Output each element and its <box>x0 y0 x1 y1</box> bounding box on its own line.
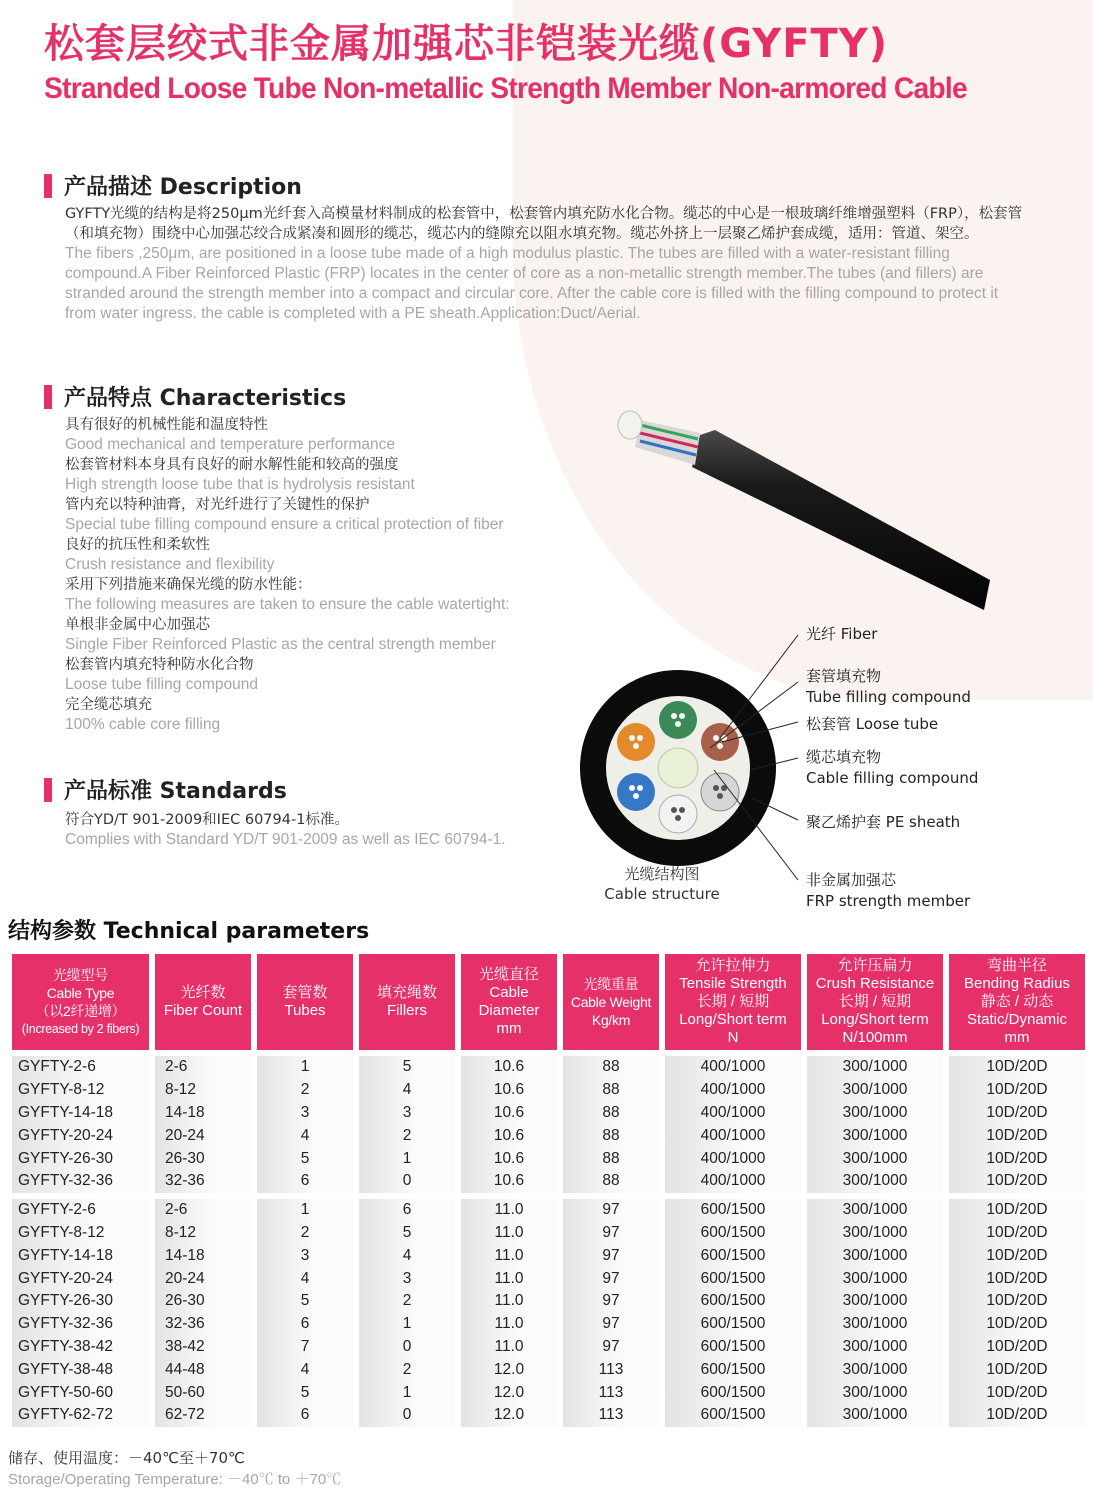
table-cell: 10D/20D <box>949 1170 1085 1193</box>
table-cell: 10D/20D <box>949 1124 1085 1147</box>
characteristics-heading <box>44 381 346 412</box>
table-cell: 300/1000 <box>807 1381 943 1404</box>
table-cell: 1 <box>359 1381 455 1404</box>
standards-cn: 符合YD/T 901-2009和IEC 60794-1标准。 <box>65 812 349 828</box>
table-cell: 0 <box>359 1404 455 1427</box>
page-title-cn: 松套层绞式非金属加强芯非铠装光缆(GYFTY) <box>44 21 889 67</box>
table-row <box>12 1358 1085 1381</box>
table-cell: 600/1500 <box>665 1358 801 1381</box>
table-cell: GYFTY-2-6 <box>12 1199 149 1222</box>
table-cell: 44-48 <box>155 1358 251 1381</box>
diagram-caption-en: Cable structure <box>604 885 720 903</box>
table-cell: 10D/20D <box>949 1290 1085 1313</box>
characteristic-en: Loose tube filling compound <box>65 676 259 693</box>
table-cell: 10D/20D <box>949 1313 1085 1336</box>
header-diameter: 光缆直径 Cable Diameter mm <box>461 954 557 1050</box>
table-cell: 10D/20D <box>949 1147 1085 1170</box>
characteristic-en: Crush resistance and flexibility <box>65 556 275 573</box>
table-cell: 12.0 <box>461 1404 557 1427</box>
table-cell: 97 <box>563 1313 659 1336</box>
table-cell: 2-6 <box>155 1056 251 1079</box>
standards-heading <box>44 774 287 805</box>
table-cell: 32-36 <box>155 1313 251 1336</box>
characteristic-cn: 具有很好的机械性能和温度特性 <box>65 417 268 433</box>
table-cell: 300/1000 <box>807 1290 943 1313</box>
label-cable-filling <box>806 747 978 789</box>
table-cell: 6 <box>257 1313 353 1336</box>
header-bending: 弯曲半径 Bending Radius 静态 / 动态 Static/Dynamic mm <box>949 954 1085 1050</box>
storage-temperature <box>8 1448 341 1490</box>
label-frp-en: FRP strength member <box>806 892 971 910</box>
characteristic-cn: 采用下列措施来确保光缆的防水性能： <box>65 577 312 593</box>
table-cell: 20-24 <box>155 1124 251 1147</box>
table-cell: 26-30 <box>155 1290 251 1313</box>
table-cell: GYFTY-14-18 <box>12 1244 149 1267</box>
label-cable-filling-en: Cable filling compound <box>806 769 979 787</box>
table-cell: 10D/20D <box>949 1244 1085 1267</box>
table-cell: GYFTY-20-24 <box>12 1124 149 1147</box>
table-row <box>12 1404 1085 1427</box>
diagram-caption <box>600 864 724 904</box>
characteristic-cn: 单根非金属中心加强芯 <box>65 617 210 633</box>
table-cell: 11.0 <box>461 1222 557 1245</box>
standards-en: Complies with Standard YD/T 901-2009 as well as IEC 60794-1. <box>65 831 506 848</box>
table-cell: GYFTY-38-48 <box>12 1358 149 1381</box>
table-cell: 113 <box>563 1358 659 1381</box>
table-cell: 88 <box>563 1170 659 1193</box>
table-cell: 10.6 <box>461 1124 557 1147</box>
table-cell: 300/1000 <box>807 1336 943 1359</box>
table-cell: GYFTY-20-24 <box>12 1267 149 1290</box>
table-cell: 11.0 <box>461 1313 557 1336</box>
table-cell: 1 <box>257 1056 353 1079</box>
table-row <box>12 1244 1085 1267</box>
table-row <box>12 1170 1085 1193</box>
table-cell: 600/1500 <box>665 1313 801 1336</box>
label-loose-tube: 松套管 Loose tube <box>806 715 939 733</box>
table-cell: 600/1500 <box>665 1336 801 1359</box>
header-tubes: 套管数 Tubes <box>257 954 353 1050</box>
table-cell: 14-18 <box>155 1102 251 1125</box>
table-cell: 300/1000 <box>807 1313 943 1336</box>
table-cell: 300/1000 <box>807 1170 943 1193</box>
callout-lines <box>680 630 810 890</box>
table-cell: 5 <box>257 1290 353 1313</box>
table-cell: 50-60 <box>155 1381 251 1404</box>
table-cell: 8-12 <box>155 1222 251 1245</box>
table-cell: 300/1000 <box>807 1358 943 1381</box>
table-cell: 88 <box>563 1147 659 1170</box>
table-cell: 300/1000 <box>807 1056 943 1079</box>
table-cell: 2 <box>257 1222 353 1245</box>
table-cell: 97 <box>563 1336 659 1359</box>
table-cell: 300/1000 <box>807 1244 943 1267</box>
table-cell: 10.6 <box>461 1102 557 1125</box>
table-cell: 3 <box>257 1244 353 1267</box>
table-cell: 10.6 <box>461 1056 557 1079</box>
table-cell: 5 <box>257 1381 353 1404</box>
table-cell: 10D/20D <box>949 1404 1085 1427</box>
table-cell: 11.0 <box>461 1290 557 1313</box>
label-frp-cn: 非金属加强芯 <box>806 871 897 889</box>
table-cell: 10.6 <box>461 1147 557 1170</box>
table-cell: 11.0 <box>461 1336 557 1359</box>
table-header-row <box>12 954 1085 1050</box>
table-cell: 0 <box>359 1170 455 1193</box>
table-cell: 300/1000 <box>807 1199 943 1222</box>
characteristics-heading-text: 产品特点 Characteristics <box>64 386 347 411</box>
table-cell: 10D/20D <box>949 1079 1085 1102</box>
table-cell: 10D/20D <box>949 1381 1085 1404</box>
table-cell: 300/1000 <box>807 1147 943 1170</box>
table-cell: 38-42 <box>155 1336 251 1359</box>
cable-jacket <box>692 430 990 610</box>
cable-photo <box>600 395 1000 620</box>
table-cell: 12.0 <box>461 1358 557 1381</box>
table-row <box>12 1199 1085 1222</box>
table-cell: 300/1000 <box>807 1079 943 1102</box>
characteristic-en: The following measures are taken to ensure the cable watertight: <box>65 596 510 613</box>
table-cell: 400/1000 <box>665 1170 801 1193</box>
table-cell: 4 <box>257 1358 353 1381</box>
fiber-ends <box>618 411 642 439</box>
table-cell: 2 <box>359 1358 455 1381</box>
label-tube-filling <box>806 666 971 708</box>
table-cell: 600/1500 <box>665 1290 801 1313</box>
table-cell: 300/1000 <box>807 1267 943 1290</box>
table-cell: 32-36 <box>155 1170 251 1193</box>
standards-body <box>65 810 506 850</box>
table-cell: 2 <box>257 1079 353 1102</box>
table-cell: 300/1000 <box>807 1102 943 1125</box>
table-cell: 6 <box>257 1170 353 1193</box>
table-cell: 97 <box>563 1244 659 1267</box>
table-cell: 400/1000 <box>665 1147 801 1170</box>
table-cell: 113 <box>563 1381 659 1404</box>
table-cell: 4 <box>257 1124 353 1147</box>
header-fiber-count: 光纤数 Fiber Count <box>155 954 251 1050</box>
storage-temp-cn: 储存、使用温度：－40℃至＋70℃ <box>8 1449 245 1467</box>
table-cell: 5 <box>257 1147 353 1170</box>
description-en: The fibers ,250μm, are positioned in a loose tube made of a high modulus plastic. The tubes are filled with a water-resistant filling compound.A Fiber Reinforced Plastic (FRP) locates in the center of core as a non-metallic strength member.The tubes (and fillers) are stranded around the strength member into a compact and circular core. After the cable core is filled with the filling compound to protect it from water ingress. the cable is completed with a PE sheath.Application:Duct/Aerial. <box>65 245 999 322</box>
table-cell: 20-24 <box>155 1267 251 1290</box>
table-cell: 1 <box>257 1199 353 1222</box>
characteristic-cn: 完全缆芯填充 <box>65 697 152 713</box>
table-row <box>12 1222 1085 1245</box>
table-cell: 97 <box>563 1199 659 1222</box>
table-cell: 5 <box>359 1056 455 1079</box>
table-cell: 97 <box>563 1222 659 1245</box>
characteristic-cn: 松套管内填充特种防水化合物 <box>65 657 254 673</box>
table-cell: 1 <box>359 1313 455 1336</box>
characteristic-en: Good mechanical and temperature performance <box>65 436 395 453</box>
table-cell: 7 <box>257 1336 353 1359</box>
characteristic-en: 100% cable core filling <box>65 716 221 733</box>
characteristic-en: High strength loose tube that is hydrolysis resistant <box>65 476 415 493</box>
table-row <box>12 1336 1085 1359</box>
table-cell: 3 <box>359 1267 455 1290</box>
heading-bar <box>44 778 52 802</box>
description-cn: GYFTY光缆的结构是将250μm光纤套入高模量材料制成的松套管中，松套管内填充防水化合物。缆芯的中心是一根玻璃纤维增强塑料（FRP），松套管（和填充物）围绕中心加强芯绞合成紧凑和圆形的缆芯，缆芯内的缝隙充以阻水填充物。缆芯外挤上一层聚乙烯护套成缆，适用：管道、架空。 <box>65 206 1023 242</box>
characteristic-en: Single Fiber Reinforced Plastic as the central strength member <box>65 636 496 653</box>
diagram-caption-cn: 光缆结构图 <box>624 865 700 883</box>
table-cell: 6 <box>359 1199 455 1222</box>
page-title-en: Stranded Loose Tube Non-metallic Strength Member Non-armored Cable <box>44 72 967 105</box>
table-cell: 10D/20D <box>949 1199 1085 1222</box>
table-cell: 62-72 <box>155 1404 251 1427</box>
table-cell: 400/1000 <box>665 1102 801 1125</box>
table-cell: 11.0 <box>461 1267 557 1290</box>
label-pe-sheath: 聚乙烯护套 PE sheath <box>806 813 961 831</box>
table-cell: GYFTY-26-30 <box>12 1147 149 1170</box>
table-cell: 4 <box>257 1267 353 1290</box>
table-cell: 600/1500 <box>665 1222 801 1245</box>
table-cell: 400/1000 <box>665 1124 801 1147</box>
table-cell: 26-30 <box>155 1147 251 1170</box>
table-cell: 14-18 <box>155 1244 251 1267</box>
tech-params-title: 结构参数 Technical parameters <box>8 919 370 944</box>
characteristic-cn: 松套管材料本身具有良好的耐水解性能和较高的强度 <box>65 457 399 473</box>
header-weight: 光缆重量 Cable Weight Kg/km <box>563 954 659 1050</box>
table-cell: 10.6 <box>461 1079 557 1102</box>
table-cell: 6 <box>257 1404 353 1427</box>
table-cell: 10D/20D <box>949 1358 1085 1381</box>
characteristics-list <box>65 415 565 735</box>
label-fiber: 光纤 Fiber <box>806 625 878 643</box>
table-cell: 5 <box>359 1222 455 1245</box>
table-row <box>12 1313 1085 1336</box>
description-body <box>65 204 1025 324</box>
header-crush: 允许压扁力 Crush Resistance 长期 / 短期 Long/Short term N/100mm <box>807 954 943 1050</box>
table-cell: 300/1000 <box>807 1404 943 1427</box>
table-cell: 2 <box>359 1124 455 1147</box>
table-cell: GYFTY-50-60 <box>12 1381 149 1404</box>
table-cell: 10D/20D <box>949 1056 1085 1079</box>
table-cell: 11.0 <box>461 1244 557 1267</box>
table-cell: 600/1500 <box>665 1199 801 1222</box>
table-cell: 4 <box>359 1244 455 1267</box>
table-cell: 88 <box>563 1124 659 1147</box>
table-cell: 10D/20D <box>949 1267 1085 1290</box>
table-cell: 2 <box>359 1290 455 1313</box>
table-cell: 10.6 <box>461 1170 557 1193</box>
characteristic-cn: 管内充以特种油膏，对光纤进行了关键性的保护 <box>65 497 370 513</box>
loose-tube-blue <box>617 773 655 811</box>
table-row <box>12 1290 1085 1313</box>
table-cell: GYFTY-14-18 <box>12 1102 149 1125</box>
table-cell: GYFTY-38-42 <box>12 1336 149 1359</box>
header-tensile: 允许拉伸力 Tensile Strength 长期 / 短期 Long/Short term N <box>665 954 801 1050</box>
table-cell: 10D/20D <box>949 1336 1085 1359</box>
table-cell: 88 <box>563 1056 659 1079</box>
table-cell: 600/1500 <box>665 1404 801 1427</box>
storage-temp-en: Storage/Operating Temperature: －40℃ to ＋70℃ <box>8 1471 342 1488</box>
table-cell: 4 <box>359 1079 455 1102</box>
table-cell: 97 <box>563 1290 659 1313</box>
tech-params-table <box>6 954 1091 1427</box>
table-row <box>12 1079 1085 1102</box>
heading-bar <box>44 385 52 409</box>
header-fillers: 填充绳数 Fillers <box>359 954 455 1050</box>
standards-heading-text: 产品标准 Standards <box>64 779 287 804</box>
description-heading-text: 产品描述 Description <box>64 175 302 200</box>
table-cell: GYFTY-2-6 <box>12 1056 149 1079</box>
table-cell: 600/1500 <box>665 1244 801 1267</box>
table-cell: 3 <box>359 1102 455 1125</box>
table-cell: 97 <box>563 1267 659 1290</box>
table-row <box>12 1124 1085 1147</box>
table-cell: GYFTY-32-36 <box>12 1313 149 1336</box>
table-cell: 10D/20D <box>949 1102 1085 1125</box>
table-cell: 2-6 <box>155 1199 251 1222</box>
table-cell: 300/1000 <box>807 1124 943 1147</box>
table-cell: 600/1500 <box>665 1381 801 1404</box>
table-cell: 11.0 <box>461 1199 557 1222</box>
heading-bar <box>44 174 52 198</box>
table-cell: 88 <box>563 1079 659 1102</box>
loose-tube-orange <box>617 723 655 761</box>
table-cell: 8-12 <box>155 1079 251 1102</box>
table-row <box>12 1102 1085 1125</box>
table-cell: 88 <box>563 1102 659 1125</box>
table-cell: 10D/20D <box>949 1222 1085 1245</box>
table-cell: GYFTY-26-30 <box>12 1290 149 1313</box>
characteristic-cn: 良好的抗压性和柔软性 <box>65 537 210 553</box>
table-row <box>12 1267 1085 1290</box>
table-cell: 12.0 <box>461 1381 557 1404</box>
label-tube-filling-cn: 套管填充物 <box>806 667 882 685</box>
table-cell: 300/1000 <box>807 1222 943 1245</box>
table-row <box>12 1381 1085 1404</box>
table-cell: GYFTY-62-72 <box>12 1404 149 1427</box>
table-cell: GYFTY-8-12 <box>12 1222 149 1245</box>
table-cell: 3 <box>257 1102 353 1125</box>
characteristic-en: Special tube filling compound ensure a critical protection of fiber <box>65 516 504 533</box>
header-cable-type: 光缆型号 Cable Type （以2纤递增） (Increased by 2 fibers) <box>12 954 149 1050</box>
table-cell: 113 <box>563 1404 659 1427</box>
table-row <box>12 1056 1085 1079</box>
label-tube-filling-en: Tube filling compound <box>806 688 971 706</box>
label-cable-filling-cn: 缆芯填充物 <box>806 748 882 766</box>
table-cell: GYFTY-8-12 <box>12 1079 149 1102</box>
description-heading <box>44 170 302 201</box>
table-cell: 0 <box>359 1336 455 1359</box>
table-cell: 600/1500 <box>665 1267 801 1290</box>
label-frp <box>806 870 970 912</box>
table-cell: 400/1000 <box>665 1056 801 1079</box>
table-row <box>12 1147 1085 1170</box>
table-cell: 400/1000 <box>665 1079 801 1102</box>
table-cell: GYFTY-32-36 <box>12 1170 149 1193</box>
table-cell: 1 <box>359 1147 455 1170</box>
